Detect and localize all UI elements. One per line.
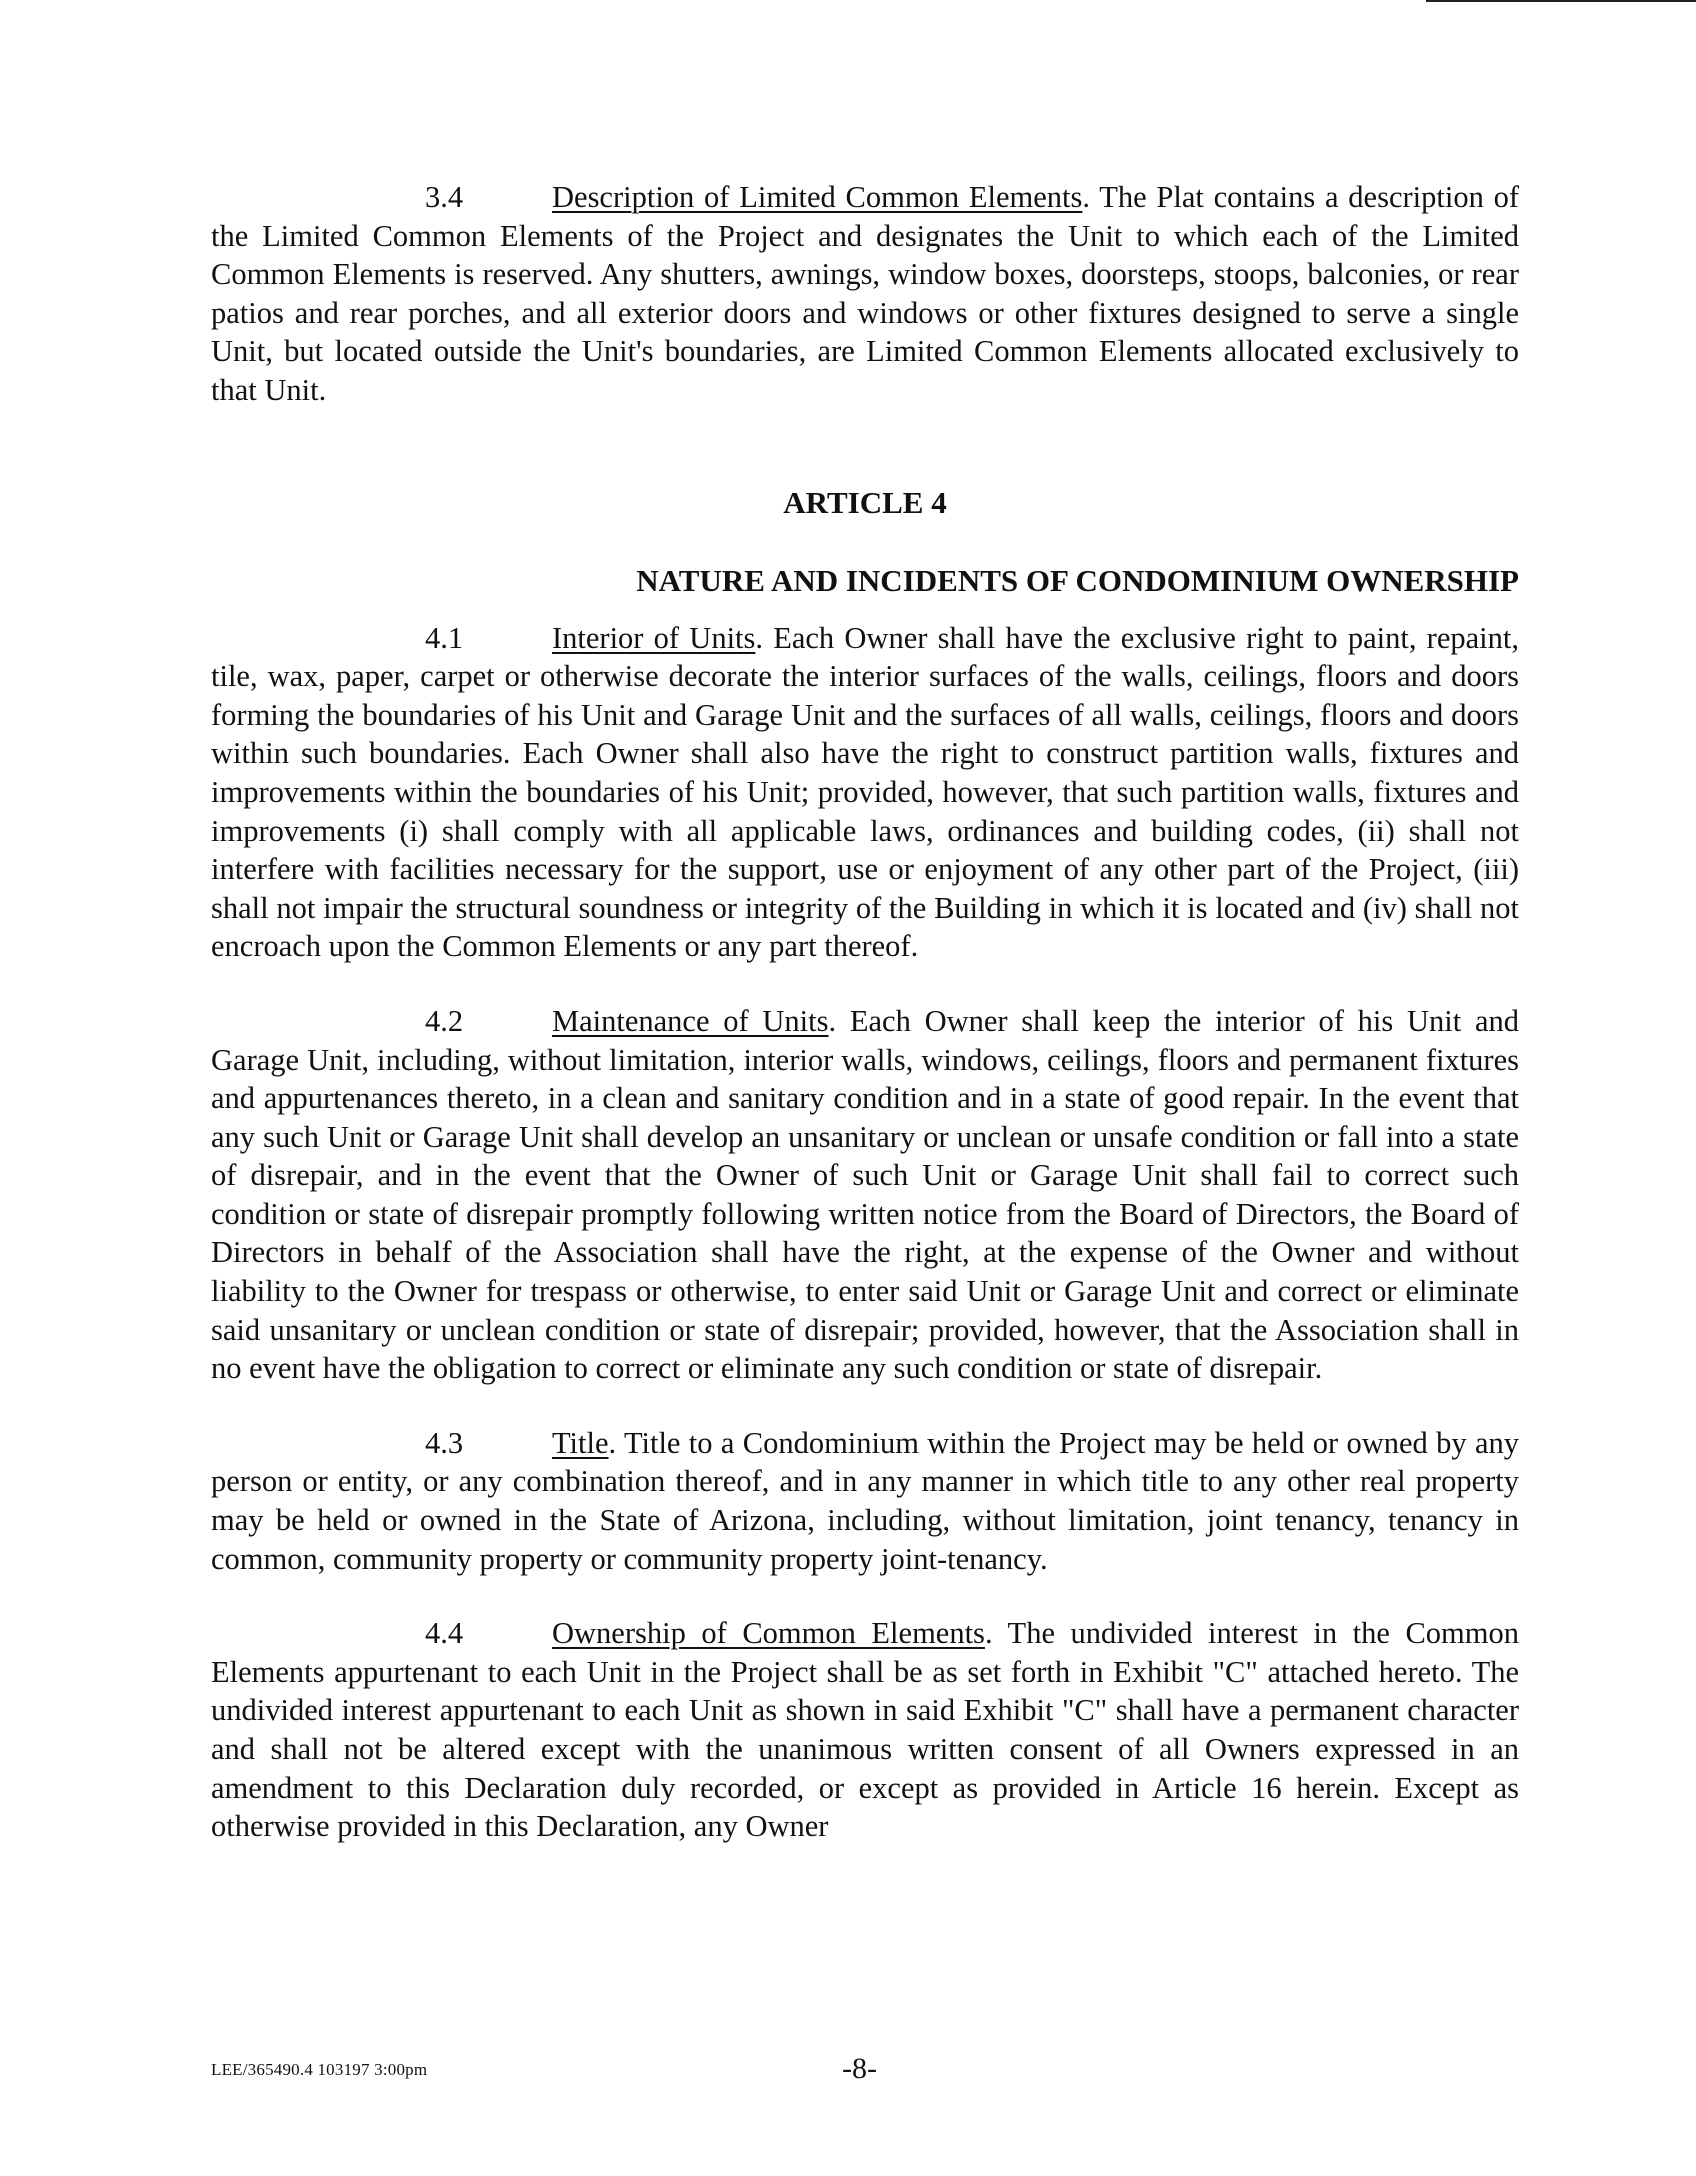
page-number: -8-: [842, 2052, 877, 2085]
section-heading: Maintenance of Units: [552, 1003, 829, 1038]
section-number: 4.1: [425, 620, 464, 655]
section-text: Title to a Condominium within the Project may be held or owned by any person or entity, or any combination thereof, and in any manner in which title to any other real property may be held or owned in the State of Arizona, including, without limitation, joint tenancy, tenancy in common, community property or community property joint-tenancy.: [211, 1425, 1519, 1576]
article-subtitle: NATURE AND INCIDENTS OF CONDOMINIUM OWNERSHIP: [636, 562, 1519, 598]
document-id: LEE/365490.4 103197 3:00pm: [211, 2060, 428, 2079]
section-4-4: 4.4 Ownership of Common Elements. The undivided interest in the Common Elements appurtenant to each Unit in the Project shall be as set forth in Exhibit "C" attached hereto. The undivided interest appurtenant to each Unit as shown in said Exhibit "C" shall have a permanent character and shall not be altered except with the unanimous written consent of all Owners expressed in an amendment to this Declaration duly recorded, or except as provided in Article 16 herein. Except as otherwise provided in this Declaration, any Owner: [211, 1616, 1519, 1844]
section-text: The Plat contains a description of the Limited Common Elements of the Project and designates the Unit to which each of the Limited Common Elements is reserved. Any shutters, awnings, window boxes, doorsteps, stoops, balconies, or rear patios and rear porches, and all exterior doors and windows or other fixtures designed to serve a single Unit, but located outside the Unit's boundaries, are Limited Common Elements allocated exclusively to that Unit.: [211, 180, 1519, 407]
section-text: Each Owner shall keep the interior of his Unit and Garage Unit, including, without limitation, interior walls, windows, ceilings, floors and permanent fixtures and appurtenances thereto, in a clean and sanitary condition and in a state of good repair. In the event that any such Unit or Garage Unit shall develop an unsanitary or unclean or unsafe condition or fall into a state of disrepair, and in the event that the Owner of such Unit or Garage Unit shall fail to correct such condition or state of disrepair promptly following written notice from the Board of Directors, the Board of Directors in behalf of the Association shall have the right, at the expense of the Owner and without liability to the Owner for trespass or otherwise, to enter said Unit or Garage Unit and correct or eliminate said unsanitary or unclean condition or state of disrepair; provided, however, that the Association shall in no event have the obligation to correct or eliminate any such condition or state of disrepair.: [211, 1003, 1519, 1386]
section-3-4: 3.4 Description of Limited Common Elements. The Plat contains a description of the Limited Common Elements of the Project and designates the Unit to which each of the Limited Common Elements is reserved. Any shutters, awnings, window boxes, doorsteps, stoops, balconies, or rear patios and rear porches, and all exterior doors and windows or other fixtures designed to serve a single Unit, but located outside the Unit's boundaries, are Limited Common Elements allocated exclusively to that Unit.: [211, 180, 1519, 407]
article-title: ARTICLE 4: [783, 484, 947, 520]
section-number: 4.4: [425, 1616, 464, 1651]
section-text: Each Owner shall have the exclusive right to paint, repaint, tile, wax, paper, carpet or otherwise decorate the interior surfaces of the walls, ceilings, floors and doors forming the boundaries of his Unit and Garage Unit and the surfaces of all walls, ceilings, floors and doors within such boundaries. Each Owner shall also have the right to construct partition walls, fixtures and improvements within the boundaries of his Unit; provided, however, that such partition walls, fixtures and improvements (i) shall comply with all applicable laws, ordinances and building codes, (ii) shall not interfere with facilities necessary for the support, use or enjoyment of any other part of the Project, (iii) shall not impair the structural soundness or integrity of the Building in which it is located and (iv) shall not encroach upon the Common Elements or any part thereof.: [211, 620, 1519, 964]
top-edge-rule: [1426, 0, 1696, 2]
section-number: 3.4: [425, 180, 464, 214]
section-heading: Ownership of Common Elements: [552, 1616, 985, 1651]
section-4-2: 4.2 Maintenance of Units. Each Owner shall keep the interior of his Unit and Garage Unit, including, without limitation, interior walls, windows, ceilings, floors and permanent fixtures and appurtenances thereto, in a clean and sanitary condition and in a state of good repair. In the event that any such Unit or Garage Unit shall develop an unsanitary or unclean or unsafe condition or fall into a state of disrepair, and in the event that the Owner of such Unit or Garage Unit shall fail to correct such condition or state of disrepair promptly following written notice from the Board of Directors, the Board of Directors in behalf of the Association shall have the right, at the expense of the Owner and without liability to the Owner for trespass or otherwise, to enter said Unit or Garage Unit and correct or eliminate said unsanitary or unclean condition or state of disrepair; provided, however, that the Association shall in no event have the obligation to correct or eliminate any such condition or state of disrepair.: [211, 1003, 1519, 1386]
section-heading: Title: [552, 1425, 609, 1460]
section-heading: Description of Limited Common Elements: [552, 180, 1083, 214]
document-body: [211, 178, 1519, 1846]
section-heading: Interior of Units: [552, 620, 756, 655]
section-4-1: 4.1 Interior of Units. Each Owner shall have the exclusive right to paint, repaint, tile, wax, paper, carpet or otherwise decorate the interior surfaces of the walls, ceilings, floors and doors forming the boundaries of his Unit and Garage Unit and the surfaces of all walls, ceilings, floors and doors within such boundaries. Each Owner shall also have the right to construct partition walls, fixtures and improvements within the boundaries of his Unit; provided, however, that such partition walls, fixtures and improvements (i) shall comply with all applicable laws, ordinances and building codes, (ii) shall not interfere with facilities necessary for the support, use or enjoyment of any other part of the Project, (iii) shall not impair the structural soundness or integrity of the Building in which it is located and (iv) shall not encroach upon the Common Elements or any part thereof.: [211, 620, 1519, 964]
section-4-3: 4.3 Title. Title to a Condominium within the Project may be held or owned by any person or entity, or any combination thereof, and in any manner in which title to any other real property may be held or owned in the State of Arizona, including, without limitation, joint tenancy, tenancy in common, community property or community property joint-tenancy.: [211, 1425, 1519, 1576]
section-number: 4.3: [425, 1425, 464, 1460]
section-number: 4.2: [425, 1003, 464, 1038]
section-text: The undivided interest in the Common Elements appurtenant to each Unit in the Project shall be as set forth in Exhibit "C" attached hereto. The undivided interest appurtenant to each Unit as shown in said Exhibit "C" shall have a permanent character and shall not be altered except with the unanimous written consent of all Owners expressed in an amendment to this Declaration duly recorded, or except as provided in Article 16 herein. Except as otherwise provided in this Declaration, any Owner: [211, 1616, 1519, 1844]
